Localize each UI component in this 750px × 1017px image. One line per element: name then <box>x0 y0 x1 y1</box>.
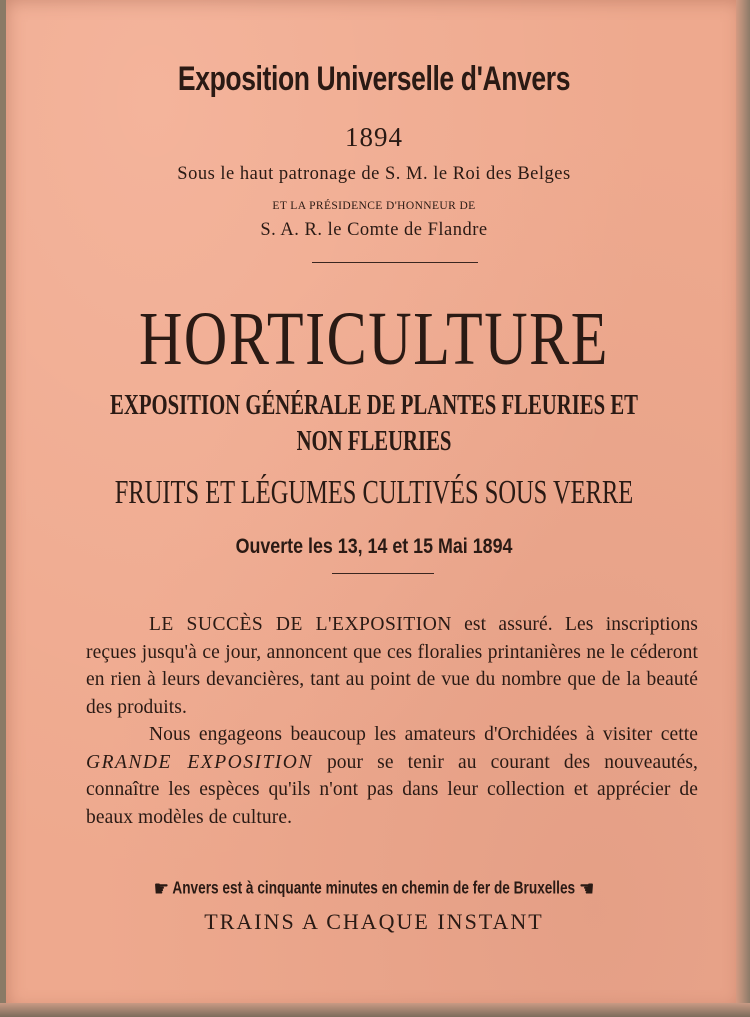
horticulture-heading: HORTICULTURE <box>138 297 610 381</box>
subheading-line-1: EXPOSITION GÉNÉRALE DE PLANTES FLEURIES ET <box>110 390 638 421</box>
paragraph-success <box>86 611 698 721</box>
grande-exposition-emphasis: GRANDE EXPOSITION <box>86 751 313 773</box>
exposition-year: 1894 <box>345 122 403 152</box>
success-rest: est assuré. Les inscriptions reçues jusqu'à ce jour, annoncent que ces floralies printanières ne le céderont en rien à leurs devancières, tant au point de vue du nombre que de la beauté des produits. <box>86 614 698 718</box>
exposition-subheading <box>102 388 647 460</box>
orchids-end: pour se tenir au courant des nouveautés, connaître les espèces qu'ils n'ont pas dans leur collection et apprécier de beaux modèles de culture. <box>86 751 698 828</box>
success-lead: LE SUCCÈS DE L'EXPOSITION <box>149 614 452 635</box>
poster-page <box>6 0 742 1010</box>
body-text <box>86 611 698 831</box>
presidence-line: ET LA PRÉSIDENCE D'HONNEUR DE <box>272 200 476 212</box>
pointing-hand-left-icon: ☚ <box>578 876 595 901</box>
subheading-line-2: NON FLEURIES <box>296 426 452 457</box>
opening-dates: Ouverte les 13, 14 et 15 Mai 1894 <box>235 535 513 558</box>
patronage-line: Sous le haut patronage de S. M. le Roi des Belges <box>177 164 571 184</box>
orchids-start: Nous engageons beaucoup les amateurs d'Orchidées à visiter cette <box>149 724 698 745</box>
divider-top <box>312 262 478 263</box>
paper-edge-right <box>736 0 750 1017</box>
travel-text: Anvers est à cinquante minutes en chemin de fer de Bruxelles <box>172 877 576 898</box>
exposition-title: Exposition Universelle d'Anvers <box>177 60 571 98</box>
fruits-line: FRUITS ET LÉGUMES CULTIVÉS SOUS VERRE <box>114 474 634 511</box>
trains-line: TRAINS A CHAQUE INSTANT <box>204 909 544 934</box>
comte-line: S. A. R. le Comte de Flandre <box>260 220 488 240</box>
paper-edge-bottom <box>0 1003 750 1017</box>
travel-line <box>87 876 661 902</box>
paragraph-orchids <box>86 721 698 831</box>
pointing-hand-right-icon: ☛ <box>153 876 170 901</box>
divider-middle <box>332 573 434 574</box>
